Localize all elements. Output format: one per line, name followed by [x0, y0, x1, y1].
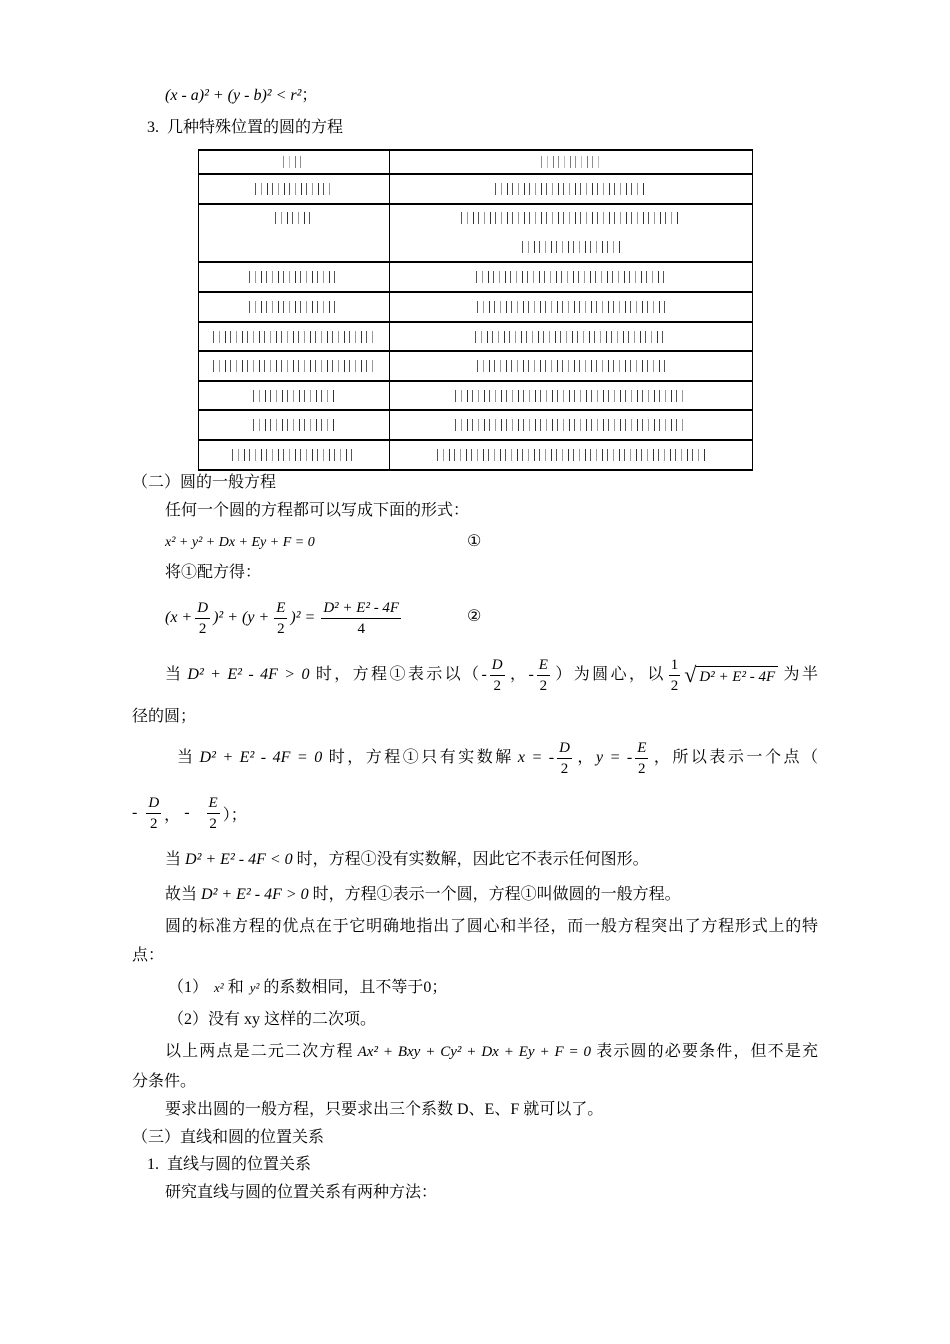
- illegible-cell-text: [461, 212, 682, 224]
- illegible-cell-text: [275, 212, 313, 224]
- table-cell: [390, 293, 752, 321]
- line-circle-subheading-text: 1. 直线与圆的位置关系: [147, 1156, 312, 1173]
- case-negative-line: [165, 850, 649, 870]
- special-position-table: [198, 149, 753, 471]
- fraction-e-over-2: [537, 656, 550, 695]
- feature-item-1: [168, 978, 447, 998]
- fraction-numerator: 1: [669, 656, 681, 676]
- case-positive-continuation: 径的圆；: [132, 708, 197, 725]
- x-squared: x²: [214, 980, 224, 995]
- table-cell: [199, 352, 390, 380]
- feature-item-text: 和: [227, 979, 244, 996]
- illegible-cell-text: [213, 360, 376, 372]
- x-solution: x = -: [517, 749, 555, 766]
- feature-item-text: 的系数相同，且不等于0；: [263, 979, 448, 996]
- fraction-e-over-2: [635, 739, 648, 778]
- quadratic-equation: Ax² + Bxy + Cy² + Dx + Ey + F = 0: [357, 1044, 592, 1060]
- table-cell: [199, 175, 390, 203]
- table-cell: [390, 205, 752, 261]
- fraction-denominator: 2: [198, 620, 207, 637]
- table-cell: [390, 411, 752, 439]
- fraction-numerator: D² + E² - 4F: [321, 599, 401, 619]
- illegible-cell-text: [249, 271, 340, 283]
- case-zero-text: ，所以表示一个点（: [651, 749, 818, 766]
- illegible-cell-text: [522, 241, 620, 253]
- case-positive-text: 为半: [781, 666, 818, 683]
- y-squared: y²: [249, 980, 260, 995]
- case-positive-line: [165, 652, 818, 698]
- necessity-line: [165, 1042, 818, 1062]
- illegible-cell-text: [495, 183, 647, 195]
- necessity-text: 表示圆的必要条件，但不是充: [595, 1043, 818, 1060]
- fraction-denominator: 2: [638, 760, 646, 777]
- case-zero-when: 当: [177, 749, 196, 766]
- fraction-d-over-2: [557, 739, 572, 778]
- table-header-row: [199, 151, 752, 175]
- complete-square-text: 将①配方得：: [165, 564, 262, 581]
- fraction-numerator: E: [537, 656, 550, 676]
- line-circle-heading: （三）直线和圆的位置关系: [132, 1129, 325, 1146]
- table-cell: [390, 263, 752, 291]
- table-row: [199, 352, 752, 382]
- table-row: [199, 293, 752, 323]
- illegible-cell-text: [253, 419, 335, 431]
- fraction-denominator: 2: [539, 677, 548, 694]
- table-cell: [199, 293, 390, 321]
- case-positive-condition: D² + E² - 4F > 0: [187, 666, 310, 683]
- fraction-numerator: E: [274, 599, 287, 619]
- general-equation-intro: 任何一个圆的方程都可以写成下面的形式：: [165, 502, 470, 519]
- inequality-expression: (x - a)² + (y - b)² < r²: [165, 87, 302, 104]
- case-positive-when: 当: [165, 666, 184, 683]
- fraction-d-over-2: [146, 794, 161, 833]
- case-positive-text: 时，方程①表示以（: [313, 666, 482, 683]
- equation-2: [165, 596, 404, 640]
- fraction-d-over-2: [195, 599, 210, 638]
- fraction-e-over-2: [274, 599, 287, 638]
- necessity-continuation: 分条件。: [132, 1073, 197, 1090]
- table-cell: [199, 205, 390, 261]
- line-circle-subheading: [147, 1155, 311, 1175]
- conclusion-line: [165, 885, 681, 905]
- minus-sign: -: [528, 666, 534, 683]
- table-cell: [199, 263, 390, 291]
- conclusion-condition: D² + E² - 4F > 0: [201, 886, 309, 903]
- fraction-denominator: 2: [277, 620, 285, 637]
- conclusion-text: 时，方程①表示一个圆，方程①叫做圆的一般方程。: [312, 886, 681, 903]
- illegible-cell-text: [437, 449, 706, 461]
- table-cell: [390, 441, 752, 469]
- fraction-numerator: D: [146, 794, 161, 814]
- fraction-numerator: D: [557, 739, 572, 759]
- radical-sign-icon: √: [684, 662, 697, 688]
- general-equation-heading: （二）圆的一般方程: [132, 474, 277, 491]
- fraction-numerator: E: [635, 739, 648, 759]
- table-row: [199, 263, 752, 293]
- table-cell: [199, 411, 390, 439]
- inequality-punctuation: ；: [301, 87, 318, 104]
- table-cell: [199, 441, 390, 469]
- feature-item-2: （2）没有 xy 这样的二次项。: [168, 1011, 377, 1028]
- illegible-cell-text: [476, 271, 666, 283]
- fraction-one-half: [669, 656, 681, 695]
- equation-2-part: )² + (y +: [213, 609, 270, 626]
- illegible-cell-text: [455, 390, 687, 402]
- case-zero-condition: D² + E² - 4F = 0: [199, 749, 323, 766]
- table-row: [199, 441, 752, 471]
- case-positive-text: ）为圆心，以: [552, 666, 666, 683]
- illegible-cell-text: [253, 390, 335, 402]
- square-root: [684, 663, 778, 687]
- table-cell: [390, 175, 752, 203]
- illegible-cell-text: [255, 183, 333, 195]
- equation-1-expression: x² + y² + Dx + Ey + F = 0: [165, 535, 315, 550]
- table-cell: [390, 352, 752, 380]
- special-positions-heading-text: 3. 几种特殊位置的圆的方程: [147, 119, 344, 136]
- illegible-cell-text: [232, 449, 356, 461]
- fraction-denominator: 4: [357, 620, 365, 637]
- table-cell: [199, 323, 390, 350]
- inequality-line: [165, 86, 317, 106]
- y-solution: y = -: [595, 749, 633, 766]
- minus-sign: -: [481, 666, 487, 683]
- fraction-numerator: D: [195, 599, 210, 619]
- fraction-numerator: E: [207, 794, 220, 814]
- fraction-denominator: 2: [670, 677, 679, 694]
- equation-1: [165, 532, 315, 552]
- fraction-rhs: [321, 599, 401, 638]
- equation-2-label: ②: [467, 608, 482, 625]
- features-intro-continuation: 点：: [132, 947, 165, 964]
- table-row: [199, 175, 752, 205]
- table-header-cell: [390, 151, 752, 173]
- table-row: [199, 411, 752, 441]
- necessity-text: 以上两点是二元二次方程: [165, 1043, 354, 1060]
- table-cell: [390, 323, 752, 350]
- equation-2-part: (x +: [165, 609, 193, 626]
- conclusion-when: 故当: [165, 886, 198, 903]
- case-negative-text: 时，方程①没有实数解，因此它不表示任何图形。: [296, 851, 649, 868]
- illegible-cell-text: [477, 360, 665, 372]
- case-zero-point-line: [132, 790, 247, 836]
- comma: ，: [164, 806, 181, 824]
- illegible-cell-text: [283, 156, 305, 168]
- fraction-e-over-2: [207, 794, 220, 833]
- fraction-denominator: 2: [493, 677, 501, 694]
- table-row: [199, 323, 752, 352]
- illegible-cell-text: [541, 156, 601, 168]
- table-header-cell: [199, 151, 390, 173]
- minus-sign: -: [184, 804, 190, 821]
- illegible-cell-text: [455, 419, 687, 431]
- equation-2-part: )² =: [290, 609, 316, 626]
- table-row: [199, 205, 752, 263]
- fraction-denominator: 2: [150, 815, 158, 832]
- table-row: [199, 382, 752, 411]
- special-positions-heading: [147, 118, 343, 138]
- illegible-cell-text: [475, 331, 668, 343]
- coefficients-text: 要求出圆的一般方程，只要求出三个系数 D、E、F 就可以了。: [165, 1101, 604, 1118]
- illegible-cell-text: [249, 301, 340, 313]
- radicand: D² + E² - 4F: [696, 666, 778, 686]
- illegible-cell-text: [213, 331, 376, 343]
- fraction-numerator: D: [490, 656, 505, 676]
- fraction-denominator: 2: [560, 760, 569, 777]
- case-negative-condition: D² + E² - 4F < 0: [185, 851, 293, 868]
- line-circle-intro: 研究直线与圆的位置关系有两种方法：: [165, 1184, 438, 1201]
- comma: ，: [574, 749, 596, 766]
- fraction-d-over-2: [490, 656, 505, 695]
- comma: ，: [507, 666, 529, 683]
- feature-item-label: （1）: [168, 979, 209, 996]
- table-cell: [199, 382, 390, 409]
- table-cell: [390, 382, 752, 409]
- equation-1-label: ①: [467, 533, 482, 550]
- fraction-denominator: 2: [209, 815, 217, 832]
- illegible-cell-text: [477, 301, 665, 313]
- case-zero-text: ）；: [222, 806, 247, 824]
- case-zero-line: [177, 735, 818, 781]
- case-zero-text: 时，方程①只有实数解: [326, 749, 514, 766]
- features-intro-line: 圆的标准方程的优点在于它明确地指出了圆心和半径，而一般方程突出了方程形式上的特: [165, 918, 818, 935]
- minus-sign: -: [132, 804, 138, 821]
- case-negative-when: 当: [165, 851, 182, 868]
